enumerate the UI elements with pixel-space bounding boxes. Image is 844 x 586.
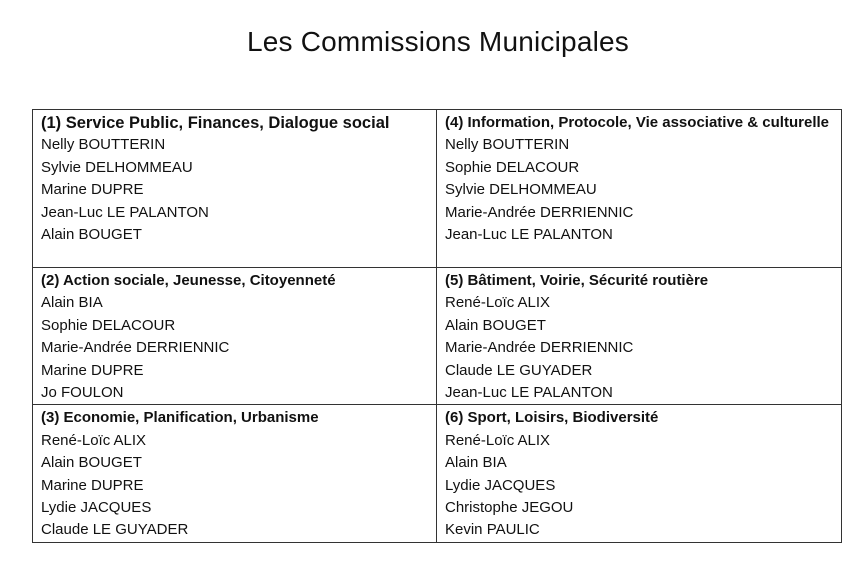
member-name: Marine DUPRE [41,476,144,494]
member-name: Nelly BOUTTERIN [41,136,166,154]
commission-cell-3 [33,405,437,542]
member-name: René-Loïc ALIX [445,431,551,449]
commissions-table [32,109,842,543]
member-name: Alain BOUGET [445,316,546,334]
member-name: Christophe JEGOU [445,499,574,517]
member-name: Marine DUPRE [41,361,144,379]
commission-cell-4 [437,110,842,268]
member-name: Claude LE GUYADER [41,521,189,539]
member-name: Sophie DELACOUR [445,158,580,176]
commission-cell-5 [437,268,842,405]
member-name: Lydie JACQUES [41,499,152,517]
member-name: Nelly BOUTTERIN [445,136,570,154]
member-name: Alain BOUGET [41,454,142,472]
member-name: Alain BIA [41,294,103,312]
table-row [33,110,842,268]
commission-heading: (6) Sport, Loisirs, Biodiversité [445,409,659,427]
commission-heading: (1) Service Public, Finances, Dialogue social [41,114,390,132]
member-name: René-Loïc ALIX [445,294,551,312]
member-name: Jean-Luc LE PALANTON [445,226,613,244]
commission-cell-6 [437,405,842,542]
member-name: Sylvie DELHOMMEAU [445,181,597,199]
commission-heading: (5) Bâtiment, Voirie, Sécurité routière [445,272,709,289]
member-name: Claude LE GUYADER [445,361,593,379]
table-row [33,268,842,405]
commission-heading: (4) Information, Protocole, Vie associative & culturelle [445,114,829,131]
commission-cell-1 [33,110,437,268]
member-name: Jean-Luc LE PALANTON [445,384,613,402]
commission-heading: (3) Economie, Planification, Urbanisme [41,409,319,427]
member-name: Lydie JACQUES [445,476,556,494]
member-name: Kevin PAULIC [445,521,540,539]
member-name: René-Loïc ALIX [41,431,147,449]
commission-heading: (2) Action sociale, Jeunesse, Citoyenneté [41,272,336,289]
member-name: Alain BIA [445,454,507,472]
table-row [33,405,842,542]
commission-cell-2 [33,268,437,405]
member-name: Marie-Andrée DERRIENNIC [445,339,634,357]
page-title: Les Commissions Municipales [247,26,629,57]
member-name: Marine DUPRE [41,181,144,199]
member-name: Marie-Andrée DERRIENNIC [41,339,230,357]
member-name: Jo FOULON [41,384,124,402]
member-name: Alain BOUGET [41,226,142,244]
member-name: Marie-Andrée DERRIENNIC [445,203,634,221]
member-name: Jean-Luc LE PALANTON [41,203,209,221]
member-name: Sophie DELACOUR [41,316,176,334]
member-name: Sylvie DELHOMMEAU [41,158,193,176]
